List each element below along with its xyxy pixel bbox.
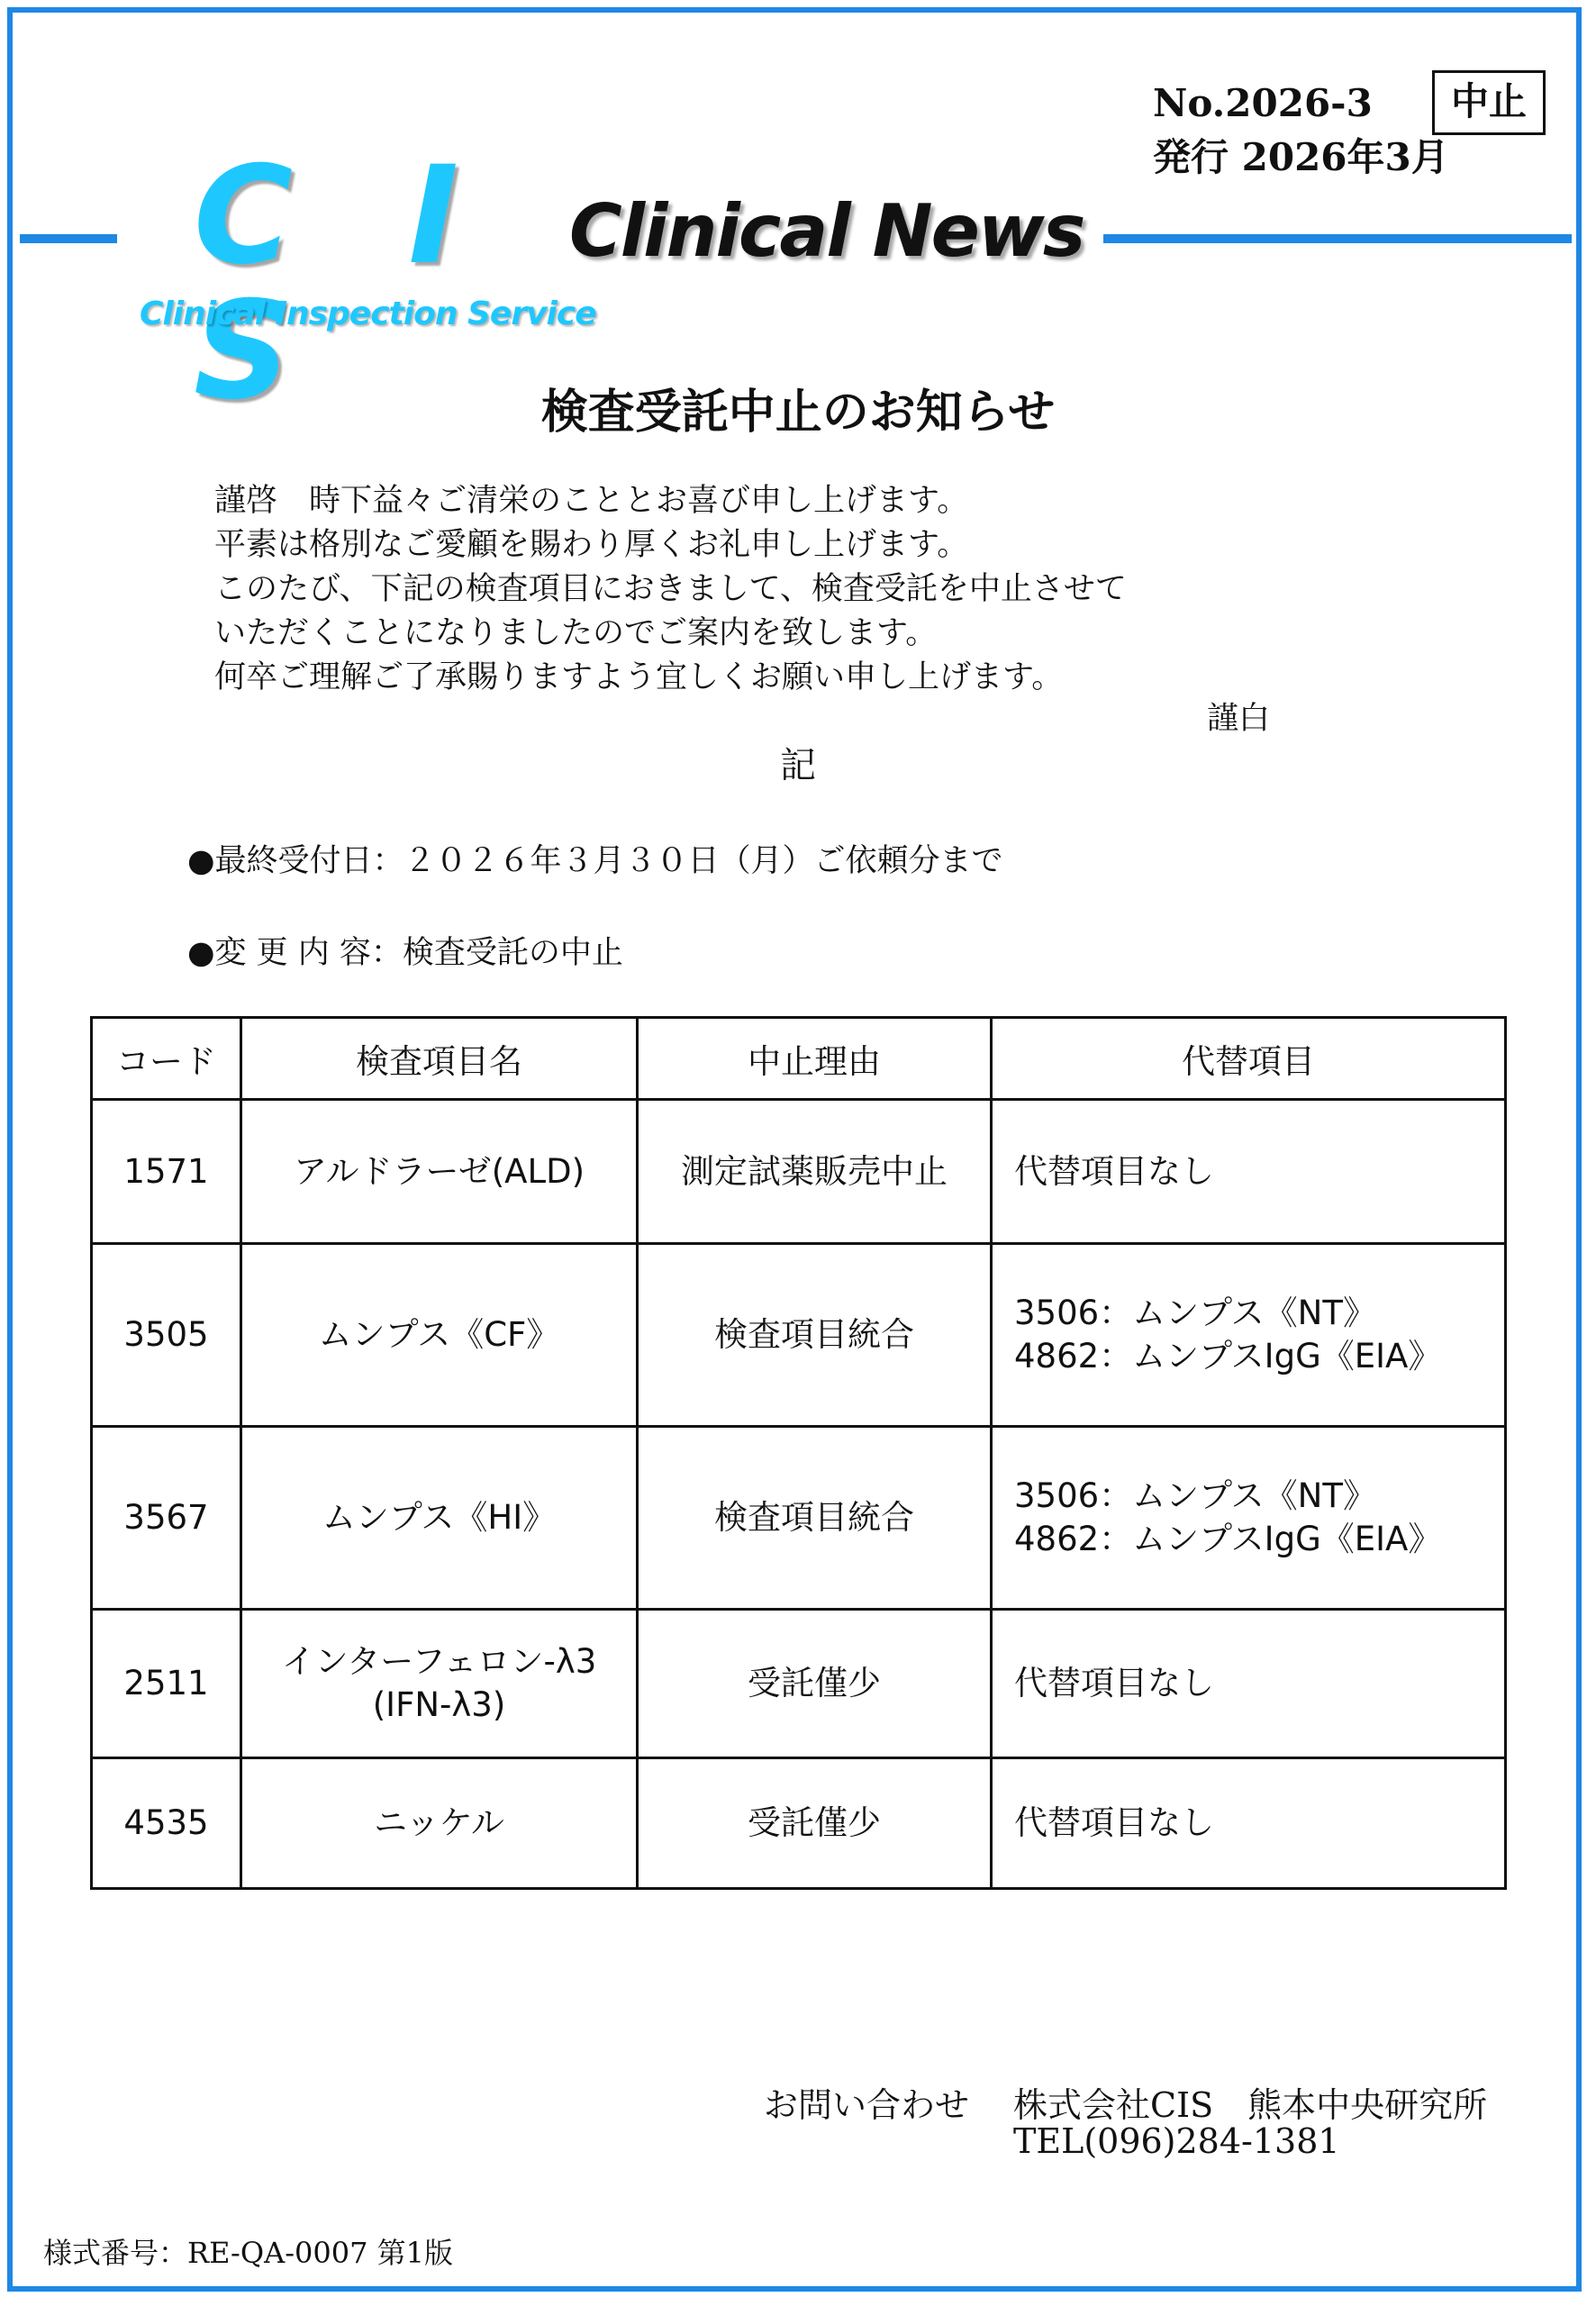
cell-alternative — [992, 1100, 1506, 1244]
contact-phone: TEL(096)284-1381 — [1013, 2121, 1340, 2161]
issue-number: No.2026-3 — [1153, 81, 1373, 125]
cell-code: 4535 — [92, 1758, 241, 1889]
closing-word: 謹白 — [1207, 701, 1271, 737]
cell-item-name — [241, 1758, 638, 1889]
table-row — [92, 1427, 1506, 1610]
table-row — [92, 1244, 1506, 1427]
form-number: 様式番号：RE-QA-0007 第1版 — [43, 2236, 453, 2270]
table-row — [92, 1758, 1506, 1889]
newsletter-title: Clinical News — [549, 191, 1103, 272]
cell-alternative — [992, 1244, 1506, 1427]
item-name-line: インターフェロン-λ3 — [281, 1642, 597, 1681]
greeting-line: 何卒ご理解ご了承賜りますよう宜しくお願い申し上げます。 — [214, 659, 1064, 695]
item-name-line: ムンプス《CF》 — [318, 1315, 560, 1354]
alternative-line: 4862：ムンプスIgG《EIA》 — [1014, 1337, 1442, 1375]
header-item-name: 検査項目名 — [241, 1018, 638, 1100]
table-row — [92, 1610, 1506, 1758]
final-date-bullet: ●最終受付日：２０２６年３月３０日（月）ご依頼分まで — [187, 843, 1003, 879]
alternative-line: 4862：ムンプスIgG《EIA》 — [1014, 1520, 1442, 1558]
greeting-line: いただくことになりましたのでご案内を致します。 — [214, 615, 938, 651]
greeting-line: このたび、下記の検査項目におきまして、検査受託を中止させて — [214, 571, 1127, 607]
cell-code: 3567 — [92, 1427, 241, 1610]
cell-reason: 受託僅少 — [638, 1610, 992, 1758]
cell-alternative — [992, 1427, 1506, 1610]
cell-item-name — [241, 1244, 638, 1427]
header-reason: 中止理由 — [638, 1018, 992, 1100]
cell-alternative — [992, 1610, 1506, 1758]
item-name-line: ニッケル — [374, 1803, 504, 1842]
table-row — [92, 1100, 1506, 1244]
issue-date: 発行 2026年3月 — [1153, 135, 1449, 179]
cell-alternative — [992, 1758, 1506, 1889]
greeting-line: 平素は格別なご愛顧を賜わり厚くお礼申し上げます。 — [214, 527, 969, 563]
cell-code: 3505 — [92, 1244, 241, 1427]
alternative-line: 代替項目なし — [1014, 1664, 1214, 1702]
cell-item-name — [241, 1427, 638, 1610]
table-header-row — [92, 1018, 1506, 1100]
cell-reason: 検査項目統合 — [638, 1427, 992, 1610]
alternative-line: 代替項目なし — [1014, 1151, 1214, 1191]
change-bullet: ●変 更 内 容：検査受託の中止 — [187, 935, 623, 971]
alternative-line: 代替項目なし — [1014, 1803, 1214, 1842]
header-code: コード — [92, 1018, 241, 1100]
item-name-line: (IFN-λ3) — [372, 1685, 506, 1724]
document-title: 検査受託中止のお知らせ — [540, 385, 1056, 440]
header-rule-left — [20, 234, 117, 243]
cell-reason: 受託僅少 — [638, 1758, 992, 1889]
alternative-line: 3506：ムンプス《NT》 — [1014, 1294, 1376, 1332]
header-rule-right — [1036, 234, 1572, 243]
cell-code: 1571 — [92, 1100, 241, 1244]
cell-reason: 検査項目統合 — [638, 1244, 992, 1427]
contact-label: お問い合わせ — [764, 2085, 970, 2125]
cell-code: 2511 — [92, 1610, 241, 1758]
cell-item-name — [241, 1610, 638, 1758]
header-alternative: 代替項目 — [992, 1018, 1506, 1100]
alternative-line: 3506：ムンプス《NT》 — [1014, 1476, 1376, 1515]
item-name-line: アルドラーゼ(ALD) — [293, 1151, 585, 1191]
cis-logo: C I S — [185, 149, 536, 419]
status-stamp: 中止 — [1432, 70, 1546, 135]
contact-company: 株式会社CIS 熊本中央研究所 — [1013, 2085, 1488, 2125]
cell-item-name — [241, 1100, 638, 1244]
item-name-line: ムンプス《HI》 — [322, 1498, 557, 1537]
greeting-paragraph — [214, 479, 1295, 700]
logo-subtitle: Clinical Inspection Service — [140, 295, 596, 332]
cell-reason: 測定試薬販売中止 — [638, 1100, 992, 1244]
discontinued-items-table — [90, 1016, 1507, 1890]
ki-heading: 記 — [780, 745, 816, 786]
greeting-line: 謹啓 時下益々ご清栄のこととお喜び申し上げます。 — [214, 483, 969, 519]
